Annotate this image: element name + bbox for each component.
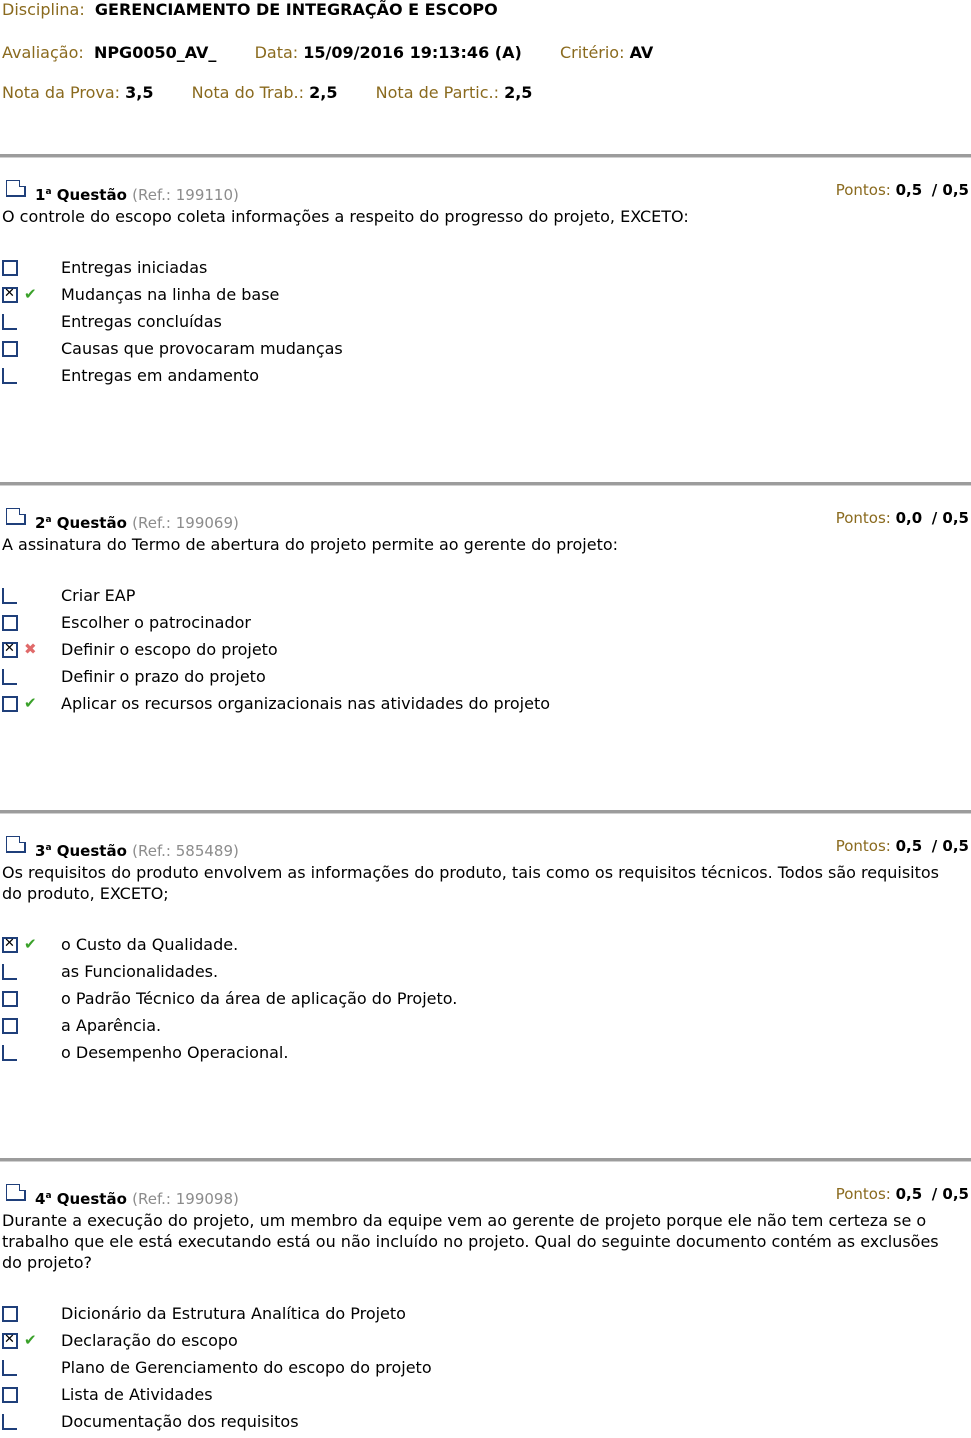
document-icon [6,508,26,525]
question-text: Durante a execução do projeto, um membro da equipe vem ao gerente de projeto porque ele não tem certeza se o trabalho que ele está executando está ou não incluído no projeto. Qual do seguinte documento contém as exclusões do projeto? [2,1211,939,1272]
option-text: Entregas iniciadas [61,258,208,277]
option-item[interactable] [0,612,971,639]
question-points: Pontos: 0,0 / 0,5 [835,509,969,527]
option-item[interactable] [0,284,971,311]
option-item[interactable] [0,639,971,666]
question-points: Pontos: 0,5 / 0,5 [835,837,969,855]
option-text: o Custo da Qualidade. [61,935,239,954]
option-text: o Desempenho Operacional. [61,1043,289,1062]
option-item[interactable] [0,1384,971,1411]
option-text: o Padrão Técnico da área de aplicação do Projeto. [61,989,458,1008]
disciplina-row [2,0,498,20]
notas-row [2,83,532,103]
option-item[interactable] [0,1330,971,1357]
option-text: Declaração do escopo [61,1331,238,1350]
question-text: A assinatura do Termo de abertura do projeto permite ao gerente do projeto: [2,535,619,554]
options-list [0,585,971,720]
criterio-label: Critério: [559,43,625,62]
option-text: Causas que provocaram mudanças [61,339,343,358]
disciplina-label: Disciplina: [2,0,85,19]
checkbox[interactable] [2,964,17,980]
option-text: a Aparência. [61,1016,162,1035]
check-icon: ✔ [24,694,37,712]
question-ref: (Ref.: 585489) [132,842,239,860]
option-item[interactable] [0,365,971,392]
option-item[interactable] [0,311,971,338]
avaliacao-label: Avaliação: [2,43,84,62]
option-text: Definir o prazo do projeto [61,667,266,686]
check-icon: ✔ [24,1331,37,1349]
option-item[interactable] [0,257,971,284]
question-divider [0,1158,971,1162]
option-item[interactable] [0,1015,971,1042]
checkbox[interactable] [2,341,18,357]
checkbox[interactable] [2,1045,17,1061]
option-text: Plano de Gerenciamento do escopo do projeto [61,1358,432,1377]
options-list [0,257,971,392]
checkbox[interactable] [2,314,17,330]
option-item[interactable] [0,666,971,693]
checkbox[interactable] [2,1306,18,1322]
question-points: Pontos: 0,5 / 0,5 [835,1185,969,1203]
question-text: Os requisitos do produto envolvem as informações do produto, tais como os requisitos técnicos. Todos são requisitos do produto, EXCETO; [2,863,940,903]
question-number: 1$^a$ Questão (Ref.: 199110) [35,186,239,204]
option-item[interactable] [0,1357,971,1384]
option-item[interactable] [0,1411,971,1438]
document-icon [6,1184,26,1201]
option-text: Dicionário da Estrutura Analítica do Projeto [61,1304,406,1323]
option-text: Entregas concluídas [61,312,222,331]
nota-partic-value: 2,5 [504,83,533,102]
option-item[interactable] [0,934,971,961]
question-number: 4$^a$ Questão (Ref.: 199098) [35,1190,239,1208]
nota-partic-label: Nota de Partic.: [375,83,499,102]
checkbox-checked[interactable] [2,1333,18,1349]
check-icon: ✔ [24,285,37,303]
criterio-value: AV [629,43,654,62]
option-text: as Funcionalidades. [61,962,219,981]
disciplina-value: GERENCIAMENTO DE INTEGRAÇÃO E ESCOPO [94,0,498,19]
option-text: Escolher o patrocinador [61,613,251,632]
document-icon [6,180,26,197]
option-text: Mudanças na linha de base [61,285,280,304]
checkbox-checked[interactable] [2,287,18,303]
option-text: Aplicar os recursos organizacionais nas atividades do projeto [61,694,551,713]
checkbox[interactable] [2,991,18,1007]
nota-trab-label: Nota do Trab.: [191,83,305,102]
question-ref: (Ref.: 199069) [132,514,239,532]
option-item[interactable] [0,693,971,720]
document-icon [6,836,26,853]
checkbox[interactable] [2,615,18,631]
nota-prova-label: Nota da Prova: [2,83,121,102]
checkbox[interactable] [2,1414,17,1430]
option-item[interactable] [0,988,971,1015]
checkbox[interactable] [2,588,17,604]
checkbox[interactable] [2,368,17,384]
option-text: Definir o escopo do projeto [61,640,278,659]
question-ref: (Ref.: 199098) [132,1190,239,1208]
check-icon: ✔ [24,935,37,953]
option-text: Documentação dos requisitos [61,1412,299,1431]
checkbox[interactable] [2,669,17,685]
checkbox-checked[interactable] [2,642,18,658]
question-divider [0,810,971,814]
checkbox-checked[interactable] [2,937,18,953]
avaliacao-row [2,43,653,63]
option-item[interactable] [0,338,971,365]
data-label: Data: [254,43,299,62]
option-item[interactable] [0,1042,971,1069]
question-points: Pontos: 0,5 / 0,5 [835,181,969,199]
question-number: 3$^a$ Questão (Ref.: 585489) [35,842,239,860]
option-item[interactable] [0,1303,971,1330]
option-item[interactable] [0,585,971,612]
checkbox[interactable] [2,1360,17,1376]
option-text: Criar EAP [61,586,136,605]
option-text: Entregas em andamento [61,366,260,385]
avaliacao-value: NPG0050_AV_ [93,43,217,62]
option-text: Lista de Atividades [61,1385,213,1404]
nota-trab-value: 2,5 [309,83,338,102]
cross-icon: ✖ [24,640,37,658]
question-divider [0,154,971,158]
options-list [0,934,971,1069]
checkbox[interactable] [2,260,18,276]
question-ref: (Ref.: 199110) [132,186,239,204]
question-divider [0,482,971,486]
question-number: 2$^a$ Questão (Ref.: 199069) [35,514,239,532]
option-item[interactable] [0,961,971,988]
checkbox[interactable] [2,1387,18,1403]
question-text: O controle do escopo coleta informações a respeito do progresso do projeto, EXCETO: [2,207,689,226]
checkbox[interactable] [2,1018,18,1034]
nota-prova-value: 3,5 [125,83,154,102]
checkbox[interactable] [2,696,18,712]
data-value: 15/09/2016 19:13:46 (A) [303,43,522,62]
options-list [0,1303,971,1438]
